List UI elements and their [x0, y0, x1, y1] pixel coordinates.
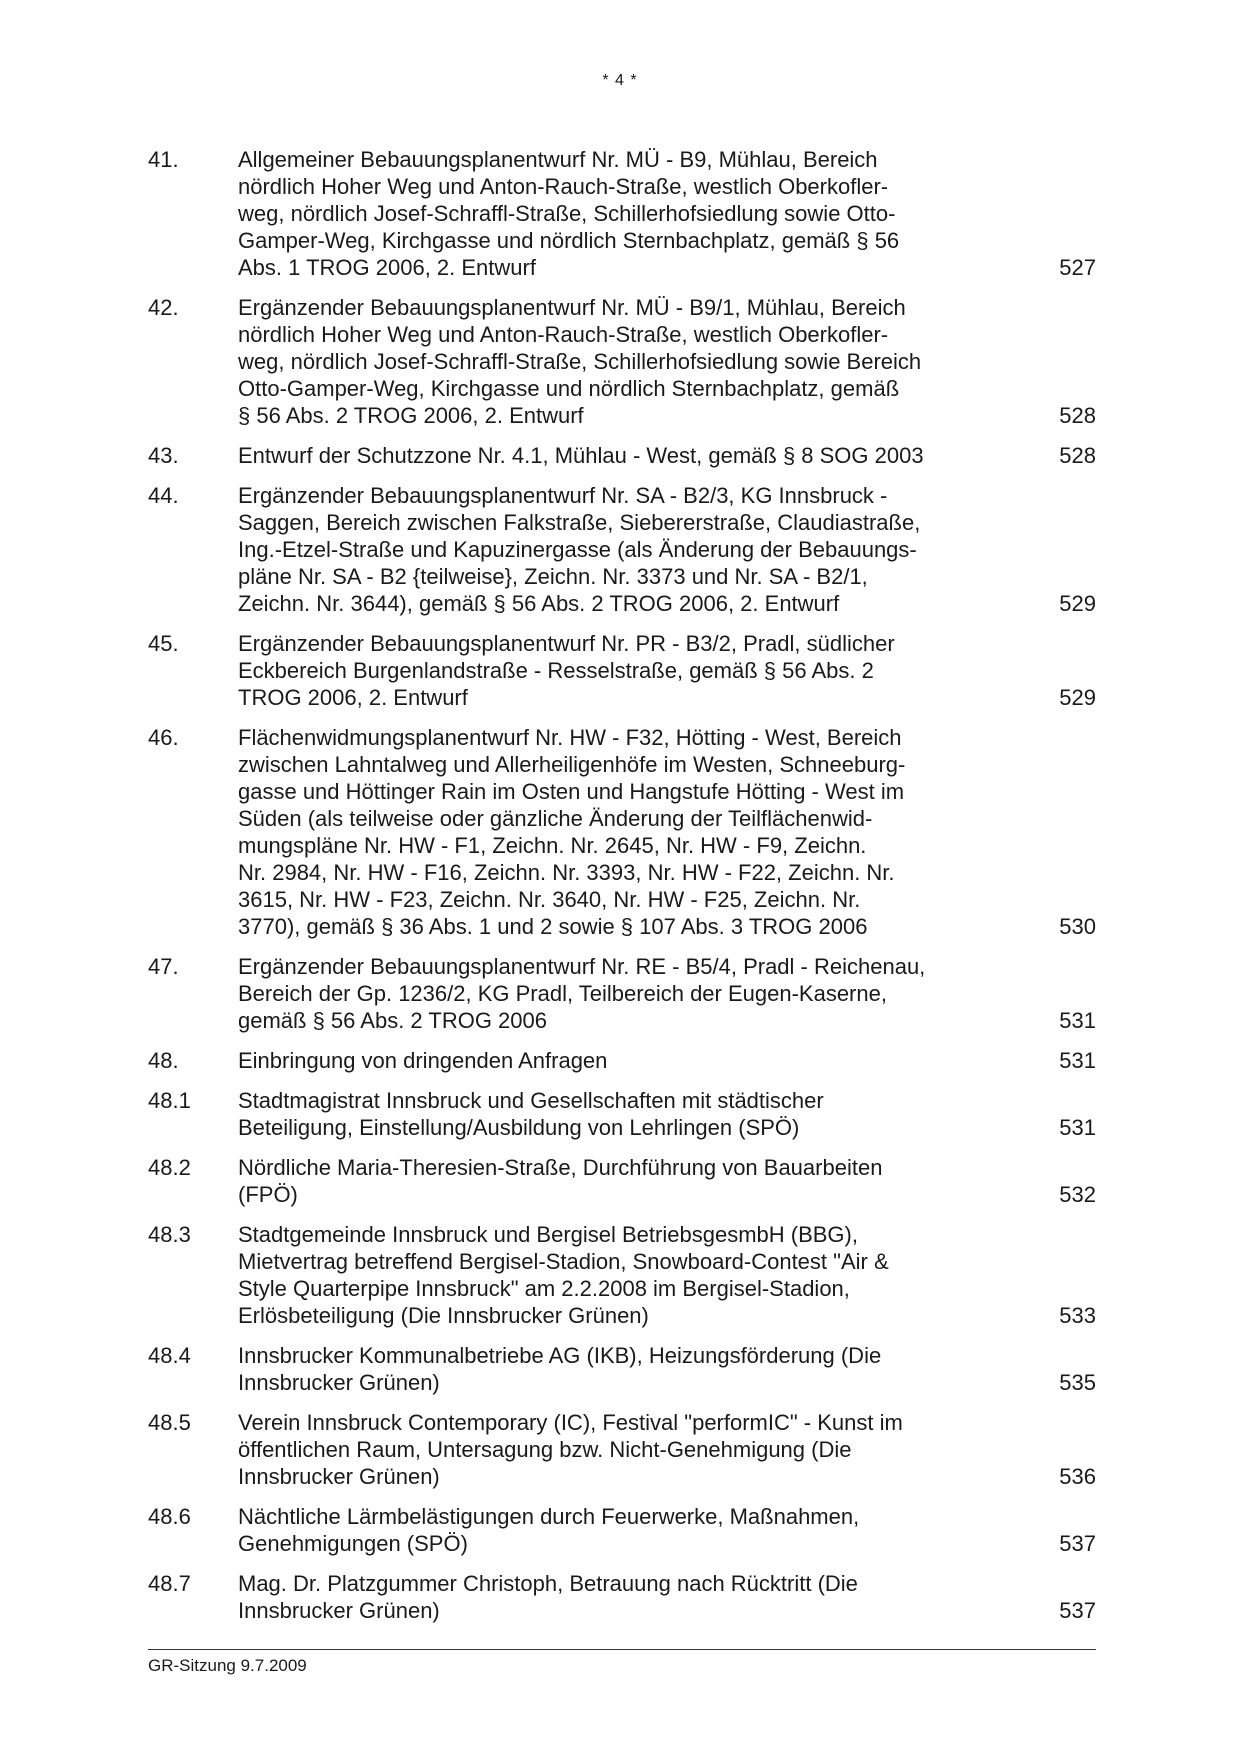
entry-page: 533 — [1059, 1303, 1096, 1328]
entry-page: 529 — [1059, 591, 1096, 616]
toc-entry — [148, 1047, 1096, 1074]
entry-number: 47. — [148, 954, 179, 979]
entry-title: Einbringung von dringenden Anfragen — [238, 1048, 608, 1073]
entry-number: 43. — [148, 443, 179, 468]
entry-page: 531 — [1059, 1008, 1096, 1033]
entry-title: Ergänzender Bebauungsplanentwurf Nr. RE - B5/4, Pradl - Reichenau, Bereich der Gp. 1236/2, KG Pradl, Teilbereich der Eugen-Kaserne, gemäß § 56 Abs. 2 TROG 2006 — [238, 954, 926, 1033]
entry-number: 48.7 — [148, 1571, 191, 1596]
entry-title: Innsbrucker Kommunalbetriebe AG (IKB), Heizungsförderung (Die Innsbrucker Grünen) — [238, 1343, 882, 1395]
entry-title: Ergänzender Bebauungsplanentwurf Nr. SA - B2/3, KG Innsbruck - Saggen, Bereich zwischen Falkstraße, Siebererstraße, Claudiastraße, Ing.-Etzel-Straße und Kapuzinergasse (als Änderung der Bebauungs- pläne Nr. SA - B2 {teilweise}, Zeichn. Nr. 3373 und Nr. SA - B2/1, Zeichn. Nr. 3644), gemäß § 56 Abs. 2 TROG 2006, 2. Entwurf — [238, 483, 921, 616]
toc-entry — [148, 1221, 1096, 1329]
entry-page: 532 — [1059, 1182, 1096, 1207]
toc-entry — [148, 724, 1096, 940]
entry-title: Entwurf der Schutzzone Nr. 4.1, Mühlau - West, gemäß § 8 SOG 2003 — [238, 443, 924, 468]
toc-entry — [148, 294, 1096, 429]
entry-number: 48.5 — [148, 1410, 191, 1435]
entry-number: 48.4 — [148, 1343, 191, 1368]
entry-number: 48. — [148, 1048, 179, 1073]
entry-title: Flächenwidmungsplanentwurf Nr. HW - F32, Hötting - West, Bereich zwischen Lahntalweg und Allerheiligenhöfe im Westen, Schneeburg- gasse und Höttinger Rain im Osten und Hangstufe Hötting - West im Süden (als teilweise oder gänzliche Änderung der Teilflächenwid- mungspläne Nr. HW - F1, Zeichn. Nr. 2645, Nr. HW - F9, Zeichn. Nr. 2984, Nr. HW - F16, Zeichn. Nr. 3393, Nr. HW - F22, Zeichn. Nr. 3615, Nr. HW - F23, Zeichn. Nr. 3640, Nr. HW - F25, Zeichn. Nr. 3770), gemäß § 36 Abs. 1 und 2 sowie § 107 Abs. 3 TROG 2006 — [238, 725, 906, 939]
entry-number: 46. — [148, 725, 179, 750]
toc-entry — [148, 1087, 1096, 1141]
table-of-contents — [148, 146, 1096, 1637]
toc-entry — [148, 953, 1096, 1034]
toc-entry — [148, 1154, 1096, 1208]
entry-title: Ergänzender Bebauungsplanentwurf Nr. PR - B3/2, Pradl, südlicher Eckbereich Burgenlandstraße - Resselstraße, gemäß § 56 Abs. 2 TROG 2006, 2. Entwurf — [238, 631, 895, 710]
entry-page: 528 — [1059, 443, 1096, 468]
toc-entry — [148, 482, 1096, 617]
entry-title: Allgemeiner Bebauungsplanentwurf Nr. MÜ - B9, Mühlau, Bereich nördlich Hoher Weg und Anton-Rauch-Straße, westlich Oberkofler- weg, nördlich Josef-Schraffl-Straße, Schillerhofsiedlung sowie Otto- Gamper-Weg, Kirchgasse und nördlich Sternbachplatz, gemäß § 56 Abs. 1 TROG 2006, 2. Entwurf — [238, 147, 900, 280]
entry-number: 44. — [148, 483, 179, 508]
toc-entry — [148, 442, 1096, 469]
entry-page: 537 — [1059, 1531, 1096, 1556]
entry-number: 45. — [148, 631, 179, 656]
entry-page: 530 — [1059, 914, 1096, 939]
footer-text: GR-Sitzung 9.7.2009 — [148, 1656, 307, 1675]
toc-entry — [148, 1503, 1096, 1557]
entry-title: Stadtmagistrat Innsbruck und Gesellschaften mit städtischer Beteiligung, Einstellung/Ausbildung von Lehrlingen (SPÖ) — [238, 1088, 824, 1140]
toc-entry — [148, 1570, 1096, 1624]
entry-title: Nächtliche Lärmbelästigungen durch Feuerwerke, Maßnahmen, Genehmigungen (SPÖ) — [238, 1504, 860, 1556]
entry-number: 48.1 — [148, 1088, 191, 1113]
entry-number: 48.6 — [148, 1504, 191, 1529]
entry-number: 48.3 — [148, 1222, 191, 1247]
entry-page: 535 — [1059, 1370, 1096, 1395]
toc-entry — [148, 1342, 1096, 1396]
entry-page: 527 — [1059, 255, 1096, 280]
entry-page: 528 — [1059, 403, 1096, 428]
entry-title: Nördliche Maria-Theresien-Straße, Durchführung von Bauarbeiten (FPÖ) — [238, 1155, 883, 1207]
entry-title: Mag. Dr. Platzgummer Christoph, Betrauung nach Rücktritt (Die Innsbrucker Grünen) — [238, 1571, 858, 1623]
entry-number: 48.2 — [148, 1155, 191, 1180]
entry-page: 536 — [1059, 1464, 1096, 1489]
entry-title: Stadtgemeinde Innsbruck und Bergisel BetriebsgesmbH (BBG), Mietvertrag betreffend Bergisel-Stadion, Snowboard-Contest "Air & Style Quarterpipe Innsbruck" am 2.2.2008 im Bergisel-Stadion, Erlösbeteiligung (Die Innsbrucker Grünen) — [238, 1222, 889, 1328]
page-number: * 4 * — [602, 72, 638, 89]
entry-page: 529 — [1059, 685, 1096, 710]
entry-page: 531 — [1059, 1115, 1096, 1140]
entry-title: Verein Innsbruck Contemporary (IC), Festival "performIC" - Kunst im öffentlichen Raum, Untersagung bzw. Nicht-Genehmigung (Die Innsbrucker Grünen) — [238, 1410, 903, 1489]
toc-entry — [148, 1409, 1096, 1490]
entry-title: Ergänzender Bebauungsplanentwurf Nr. MÜ - B9/1, Mühlau, Bereich nördlich Hoher Weg und Anton-Rauch-Straße, westlich Oberkofler- weg, nördlich Josef-Schraffl-Straße, Schillerhofsiedlung sowie Bereich Otto-Gamper-Weg, Kirchgasse und nördlich Sternbachplatz, gemäß § 56 Abs. 2 TROG 2006, 2. Entwurf — [238, 295, 922, 428]
toc-entry — [148, 146, 1096, 281]
toc-entry — [148, 630, 1096, 711]
entry-page: 531 — [1059, 1048, 1096, 1073]
entry-page: 537 — [1059, 1598, 1096, 1623]
footer-divider — [148, 1649, 1096, 1650]
entry-number: 42. — [148, 295, 179, 320]
entry-number: 41. — [148, 147, 179, 172]
